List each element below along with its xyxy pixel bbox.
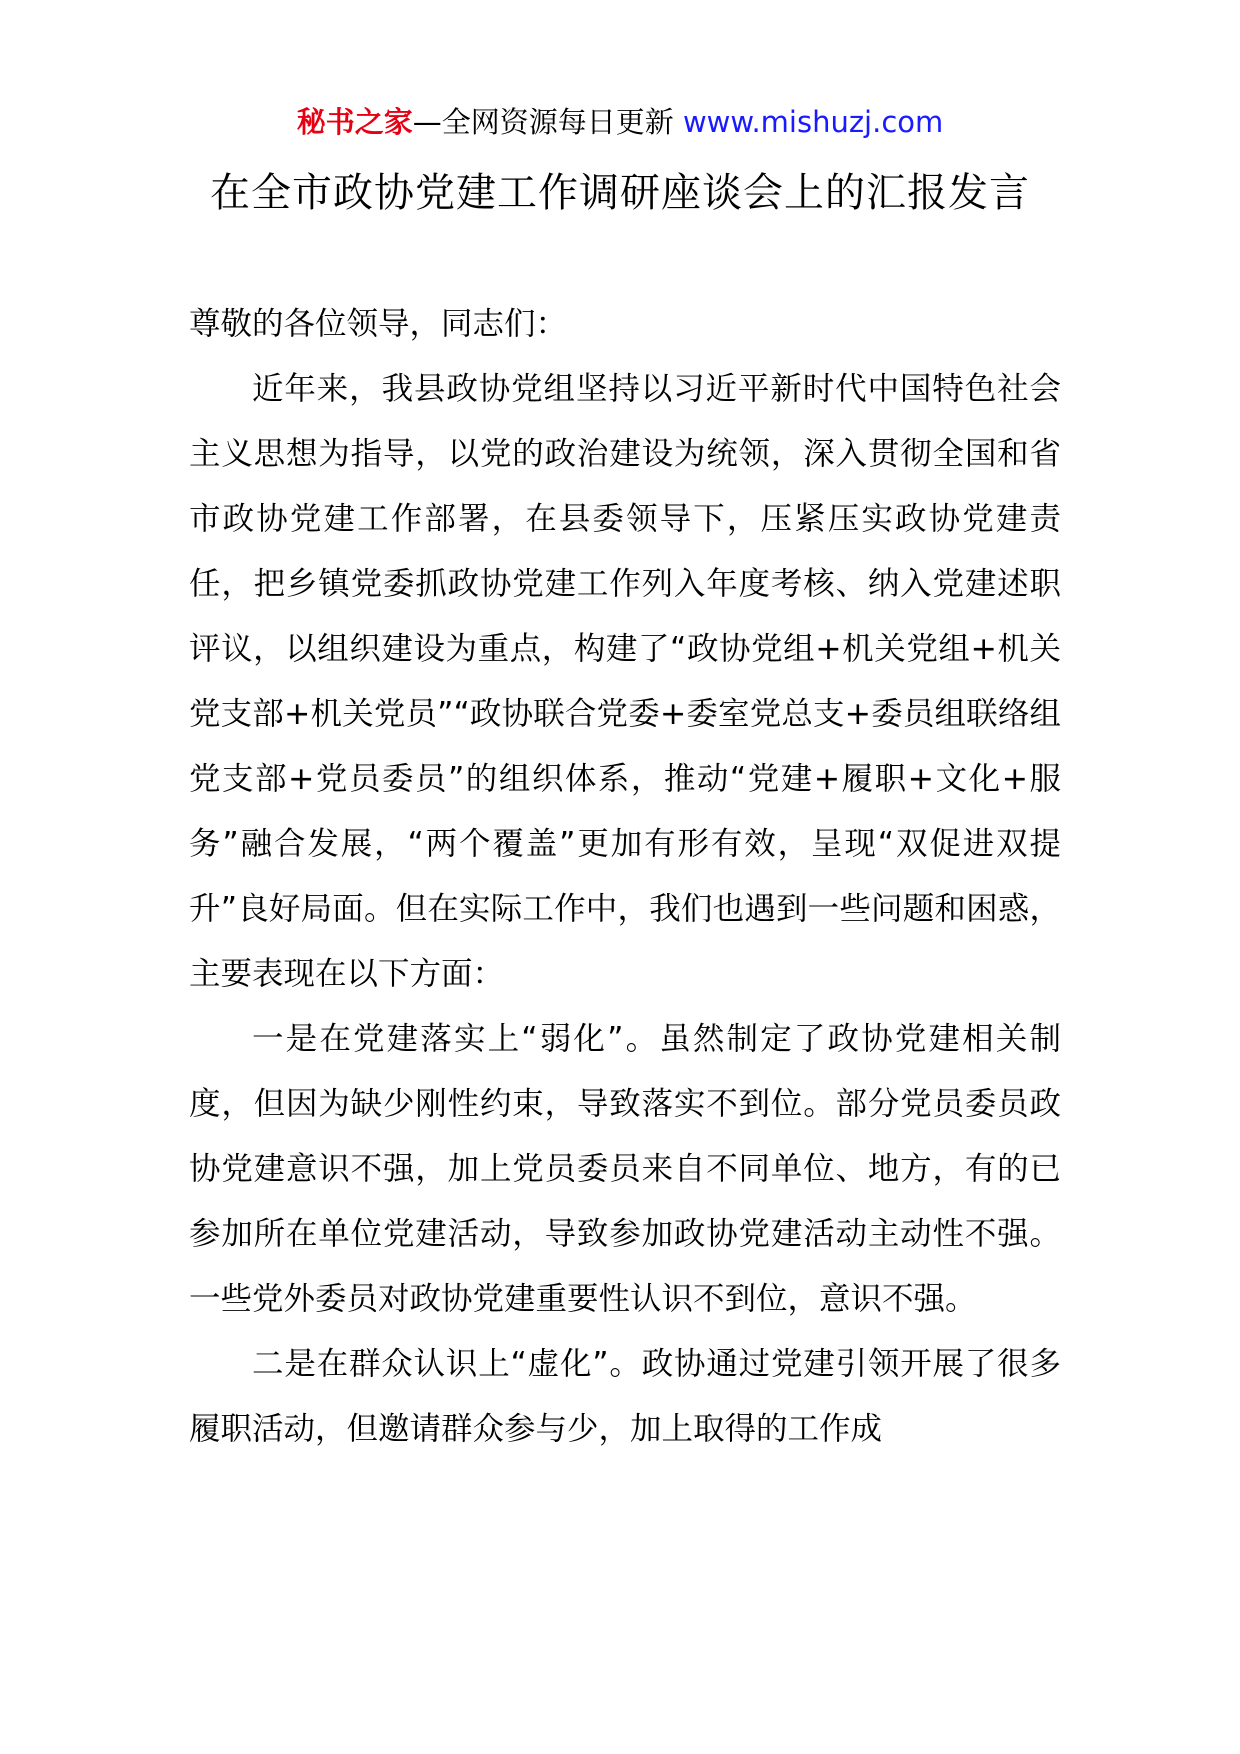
site-header (0, 100, 1240, 144)
document-title: 在全市政协党建工作调研座谈会上的汇报发言 (210, 170, 1030, 216)
paragraph-point-two: 二是在群众认识上“虚化”。政协通过党建引领开展了很多履职活动，但邀请群众参与少，加上取得的工作成 (189, 1346, 1061, 1447)
brand-name: 秘书之家 (296, 105, 413, 139)
document-body (189, 292, 1061, 1462)
paragraph-point-one: 一是在党建落实上“弱化”。虽然制定了政协党建相关制度，但因为缺少刚性约束，导致落实不到位。部分党员委员政协党建意识不强，加上党员委员来自不同单位、地方，有的已参加所在单位党建活动，导致参加政协党建活动主动性不强。一些党外委员对政协党建重要性认识不到位，意识不强。 (189, 1021, 1061, 1317)
header-tagline: —全网资源每日更新 (412, 105, 683, 139)
site-url-link[interactable]: www.mishuzj.com (682, 105, 944, 139)
salutation: 尊敬的各位领导，同志们： (189, 306, 568, 342)
paragraph-intro: 近年来，我县政协党组坚持以习近平新时代中国特色社会主义思想为指导，以党的政治建设为统领，深入贯彻全国和省市政协党建工作部署，在县委领导下，压紧压实政协党建责任，把乡镇党委抓政协党建工作列入年度考核、纳入党建述职评议，以组织建设为重点，构建了“政协党组+机关党组+机关党支部+机关党员”“政协联合党委+委室党总支+委员组联络组党支部+党员委员”的组织体系，推动“党建+履职+文化+服务”融合发展，“两个覆盖”更加有形有效，呈现“双促进双提升”良好局面。但在实际工作中，我们也遇到一些问题和困惑，主要表现在以下方面： (189, 371, 1061, 992)
